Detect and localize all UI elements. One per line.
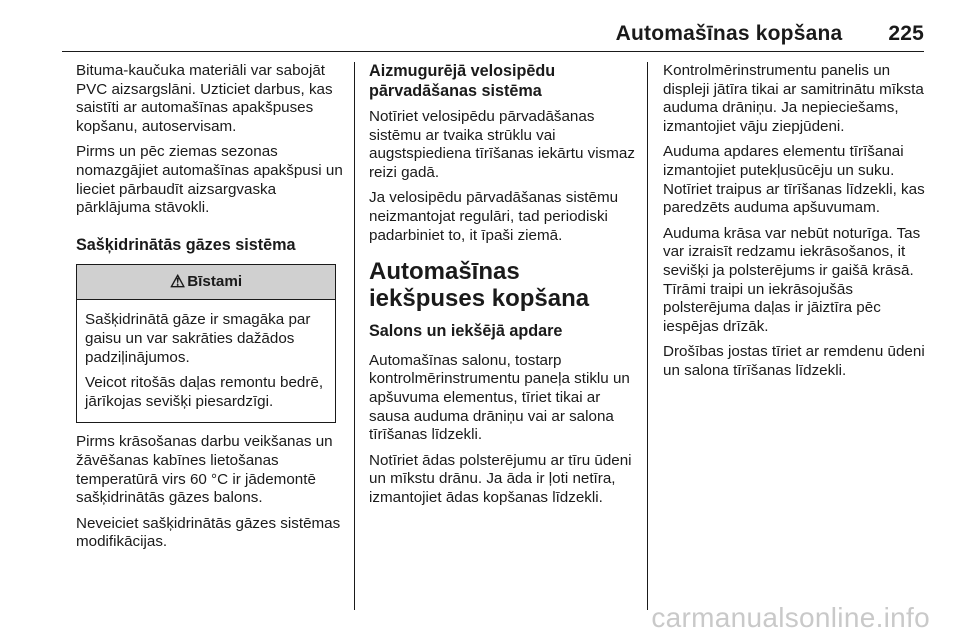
paragraph: Neveiciet sašķidrinātās gāzes sistēmas modifikācijas.	[76, 514, 341, 551]
section-heading-interior-trim: Salons un iekšējā apdare	[369, 322, 563, 341]
warning-paragraph: Sašķidrinātā gāze ir smagāka par gaisu un var sakrāties dažādos padziļinājumos.	[85, 311, 311, 366]
header-rule	[62, 51, 924, 52]
chapter-heading-interior-care: Automašīnas iekšpuses kopšana	[369, 258, 590, 313]
paragraph: Pirms krāsošanas darbu veikšanas un žāvēšanas kabīnes lietošanas temperatūrā virs 60 °C ir jādemontē sašķidrinātās gāzes balons.	[76, 433, 333, 507]
warning-box	[76, 264, 336, 423]
paragraph: Notīriet velosipēdu pārvadāšanas sistēmu ar tvaika strūklu vai augstspiediena tīrīšanas iekārtu vismaz reizi gadā.	[369, 108, 635, 181]
warning-title: Bīstami	[187, 273, 243, 291]
column-divider-2	[647, 62, 648, 610]
section-heading-bike-carrier: Aizmugurējā velosipēdu pārvadāšanas sistēma	[369, 62, 556, 100]
paragraph: Pirms un pēc ziemas sezonas nomazgājiet automašīnas apakšpusi un lieciet pārbaudīt aizsargvaska pārklājuma stāvokli.	[76, 143, 343, 217]
page-header	[616, 22, 924, 46]
warning-paragraph: Veicot ritošās daļas remontu bedrē, jārīkojas sevišķi piesardzīgi.	[85, 374, 324, 410]
paragraph: Auduma krāsa var nebūt noturīga. Tas var izraisīt redzamu iekrāsošanos, it sevišķi ja polsterējums ir gaišā krāsā. Tīrāmi traipi un iekrāsojušās polsterējuma daļas ir jāiztīra pēc iespējas drīzāk.	[663, 224, 921, 335]
paragraph: Notīriet ādas polsterējumu ar tīru ūdeni un mīkstu drānu. Ja āda ir ļoti netīra, izmantojiet ādas kopšanas līdzekli.	[369, 451, 632, 506]
column-divider-1	[354, 62, 355, 610]
paragraph: Drošības jostas tīriet ar remdenu ūdeni un salona tīrīšanas līdzekli.	[663, 343, 925, 379]
warning-header	[77, 265, 335, 300]
column-3	[663, 62, 929, 388]
paragraph: Auduma apdares elementu tīrīšanai izmantojiet putekļusūcēju un suku. Notīriet traipus ar tīrīšanas līdzekli, kas paredzēts auduma apšuvumam.	[663, 143, 925, 217]
section-heading-lpg: Sašķidrinātās gāzes sistēma	[76, 235, 296, 254]
paragraph: Ja velosipēdu pārvadāšanas sistēmu neizmantojat regulāri, tad periodiski padarbiniet to, it īpaši ziemā.	[369, 189, 619, 244]
paragraph: Bituma-kaučuka materiāli var sabojāt PVC aizsargslāni. Uzticiet darbus, kas saistīti ar automašīnas apakšpuses kopšanu, autoservisam.	[76, 62, 333, 135]
warning-icon: ⚠	[169, 272, 186, 292]
page-title: Automašīnas kopšana	[615, 22, 843, 45]
paragraph: Kontrolmērinstrumentu panelis un displeji jātīra tikai ar samitrinātu mīksta auduma drāniņu. Ja nepieciešams, izmantojiet vāju ziepjūdeni.	[663, 62, 924, 135]
watermark: carmanualsonline.info	[651, 602, 930, 633]
column-1	[76, 62, 348, 559]
paragraph: Automašīnas salonu, tostarp kontrolmērinstrumentu paneļa stiklu un apšuvuma elementus, tīriet tikai ar sausa auduma drāniņu vai ar salona tīrīšanas līdzekli.	[369, 351, 630, 444]
page-number: 225	[888, 22, 924, 45]
column-2	[369, 62, 637, 515]
warning-body	[77, 300, 335, 422]
